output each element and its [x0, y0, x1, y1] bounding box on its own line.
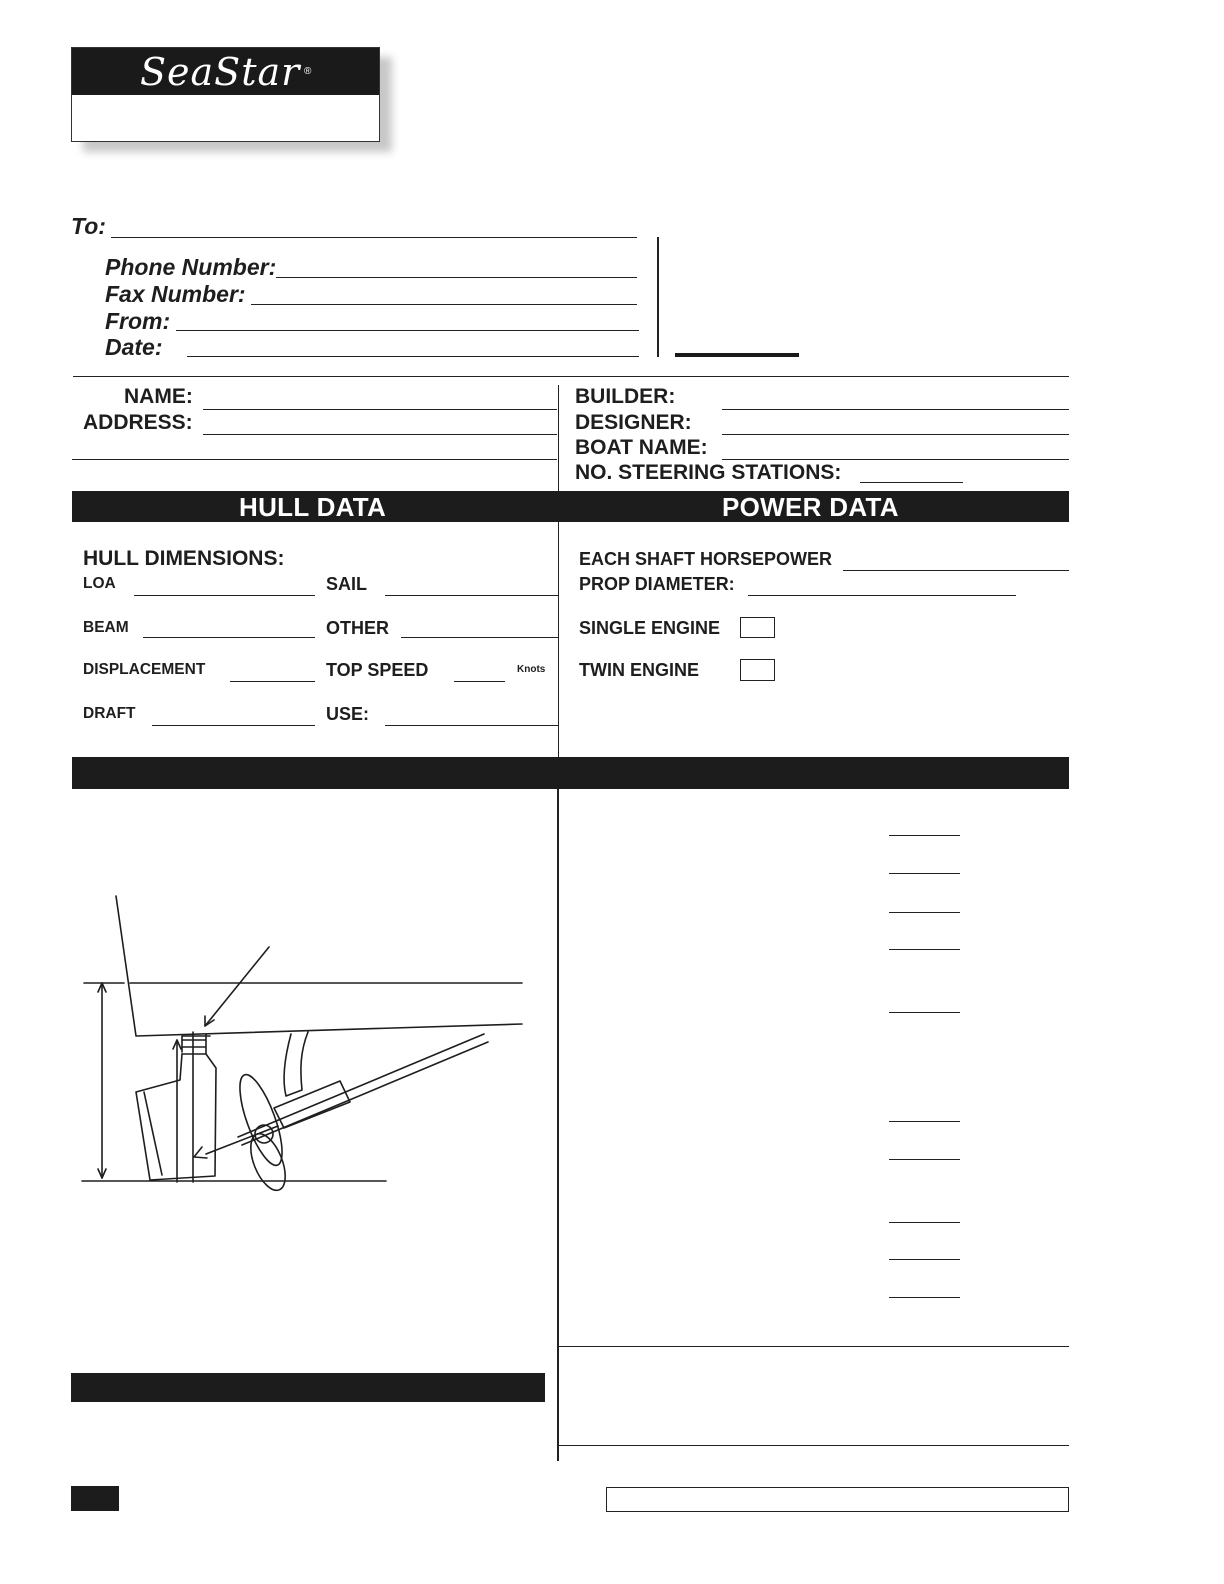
twin-engine-checkbox[interactable]: [740, 659, 775, 681]
displacement-label: DISPLACEMENT: [83, 661, 206, 678]
sail-field[interactable]: [385, 595, 558, 596]
phone-label: Phone Number:: [105, 254, 277, 280]
from-field[interactable]: [176, 330, 639, 331]
beam-field[interactable]: [143, 637, 315, 638]
use-field[interactable]: [385, 725, 558, 726]
to-field[interactable]: [111, 237, 637, 238]
page-count-field[interactable]: [675, 353, 799, 357]
to-label: To:: [71, 213, 106, 239]
logo-brand: SeaStar: [140, 50, 301, 94]
use-label: USE:: [326, 704, 370, 724]
page-number-tab: [71, 1486, 119, 1511]
twin-engine-label: TWIN ENGINE: [579, 660, 699, 680]
loa-label: LOA: [83, 575, 116, 592]
header-rule: [73, 376, 1069, 377]
notes-rule-top: [557, 1346, 1069, 1347]
beam-label: BEAM: [83, 619, 129, 636]
logo-box: [71, 47, 380, 142]
displacement-field[interactable]: [230, 681, 315, 682]
other-label: OTHER: [326, 618, 389, 638]
spec-field-6[interactable]: [889, 1121, 960, 1122]
fax-field[interactable]: [251, 304, 637, 305]
spec-field-10[interactable]: [889, 1297, 960, 1298]
address-label: ADDRESS:: [83, 411, 193, 434]
builder-label: BUILDER:: [575, 385, 676, 408]
shaft-hp-label: EACH SHAFT HORSEPOWER: [579, 549, 833, 569]
name-field[interactable]: [203, 409, 557, 410]
spec-field-7[interactable]: [889, 1159, 960, 1160]
from-label: From:: [105, 308, 171, 334]
spec-field-9[interactable]: [889, 1259, 960, 1260]
footer-info-box: [606, 1487, 1069, 1512]
boat-name-field[interactable]: [722, 459, 1069, 460]
address-field-1[interactable]: [203, 434, 557, 435]
spec-field-3[interactable]: [889, 912, 960, 913]
draft-label: DRAFT: [83, 705, 136, 722]
draft-field[interactable]: [152, 725, 315, 726]
spec-field-1[interactable]: [889, 835, 960, 836]
other-field[interactable]: [401, 637, 558, 638]
hull-data-title: HULL DATA: [239, 492, 387, 522]
data-section-bar: [72, 491, 1069, 522]
single-engine-label: SINGLE ENGINE: [579, 618, 721, 638]
spec-field-2[interactable]: [889, 873, 960, 874]
logo-banner: [72, 48, 379, 95]
top-speed-field[interactable]: [454, 681, 505, 682]
steering-section-bar: [72, 757, 1069, 789]
date-label: Date:: [105, 334, 163, 360]
stations-field[interactable]: [860, 482, 963, 483]
name-label: NAME:: [124, 385, 193, 408]
prop-diameter-label: PROP DIAMETER:: [579, 574, 735, 594]
phone-field[interactable]: [276, 277, 637, 278]
prop-diameter-field[interactable]: [748, 595, 1016, 596]
designer-field[interactable]: [722, 434, 1069, 435]
knots-label: Knots: [517, 664, 546, 675]
designer-label: DESIGNER:: [575, 411, 692, 434]
header-divider: [657, 237, 659, 357]
spec-field-4[interactable]: [889, 949, 960, 950]
lower-section-bar: [71, 1373, 545, 1402]
shaft-hp-field[interactable]: [843, 570, 1069, 571]
spec-field-5[interactable]: [889, 1012, 960, 1013]
notes-rule-bottom: [557, 1445, 1069, 1446]
lower-divider: [557, 789, 559, 1461]
date-field[interactable]: [187, 356, 639, 357]
boat-name-label: BOAT NAME:: [575, 436, 708, 459]
sail-label: SAIL: [326, 574, 368, 594]
spec-field-8[interactable]: [889, 1222, 960, 1223]
stations-label: NO. STEERING STATIONS:: [575, 461, 842, 484]
power-data-title: POWER DATA: [722, 492, 899, 522]
hull-dimensions-label: HULL DIMENSIONS:: [83, 547, 285, 570]
top-speed-label: TOP SPEED: [326, 660, 429, 680]
builder-field[interactable]: [722, 409, 1069, 410]
rudder-diagram-icon: [78, 892, 528, 1192]
data-divider: [558, 522, 559, 757]
logo-registered: ®: [304, 66, 312, 77]
fax-label: Fax Number:: [105, 281, 246, 307]
customer-divider: [558, 385, 559, 491]
address-field-2[interactable]: [72, 459, 557, 460]
single-engine-checkbox[interactable]: [740, 617, 775, 638]
loa-field[interactable]: [134, 595, 315, 596]
